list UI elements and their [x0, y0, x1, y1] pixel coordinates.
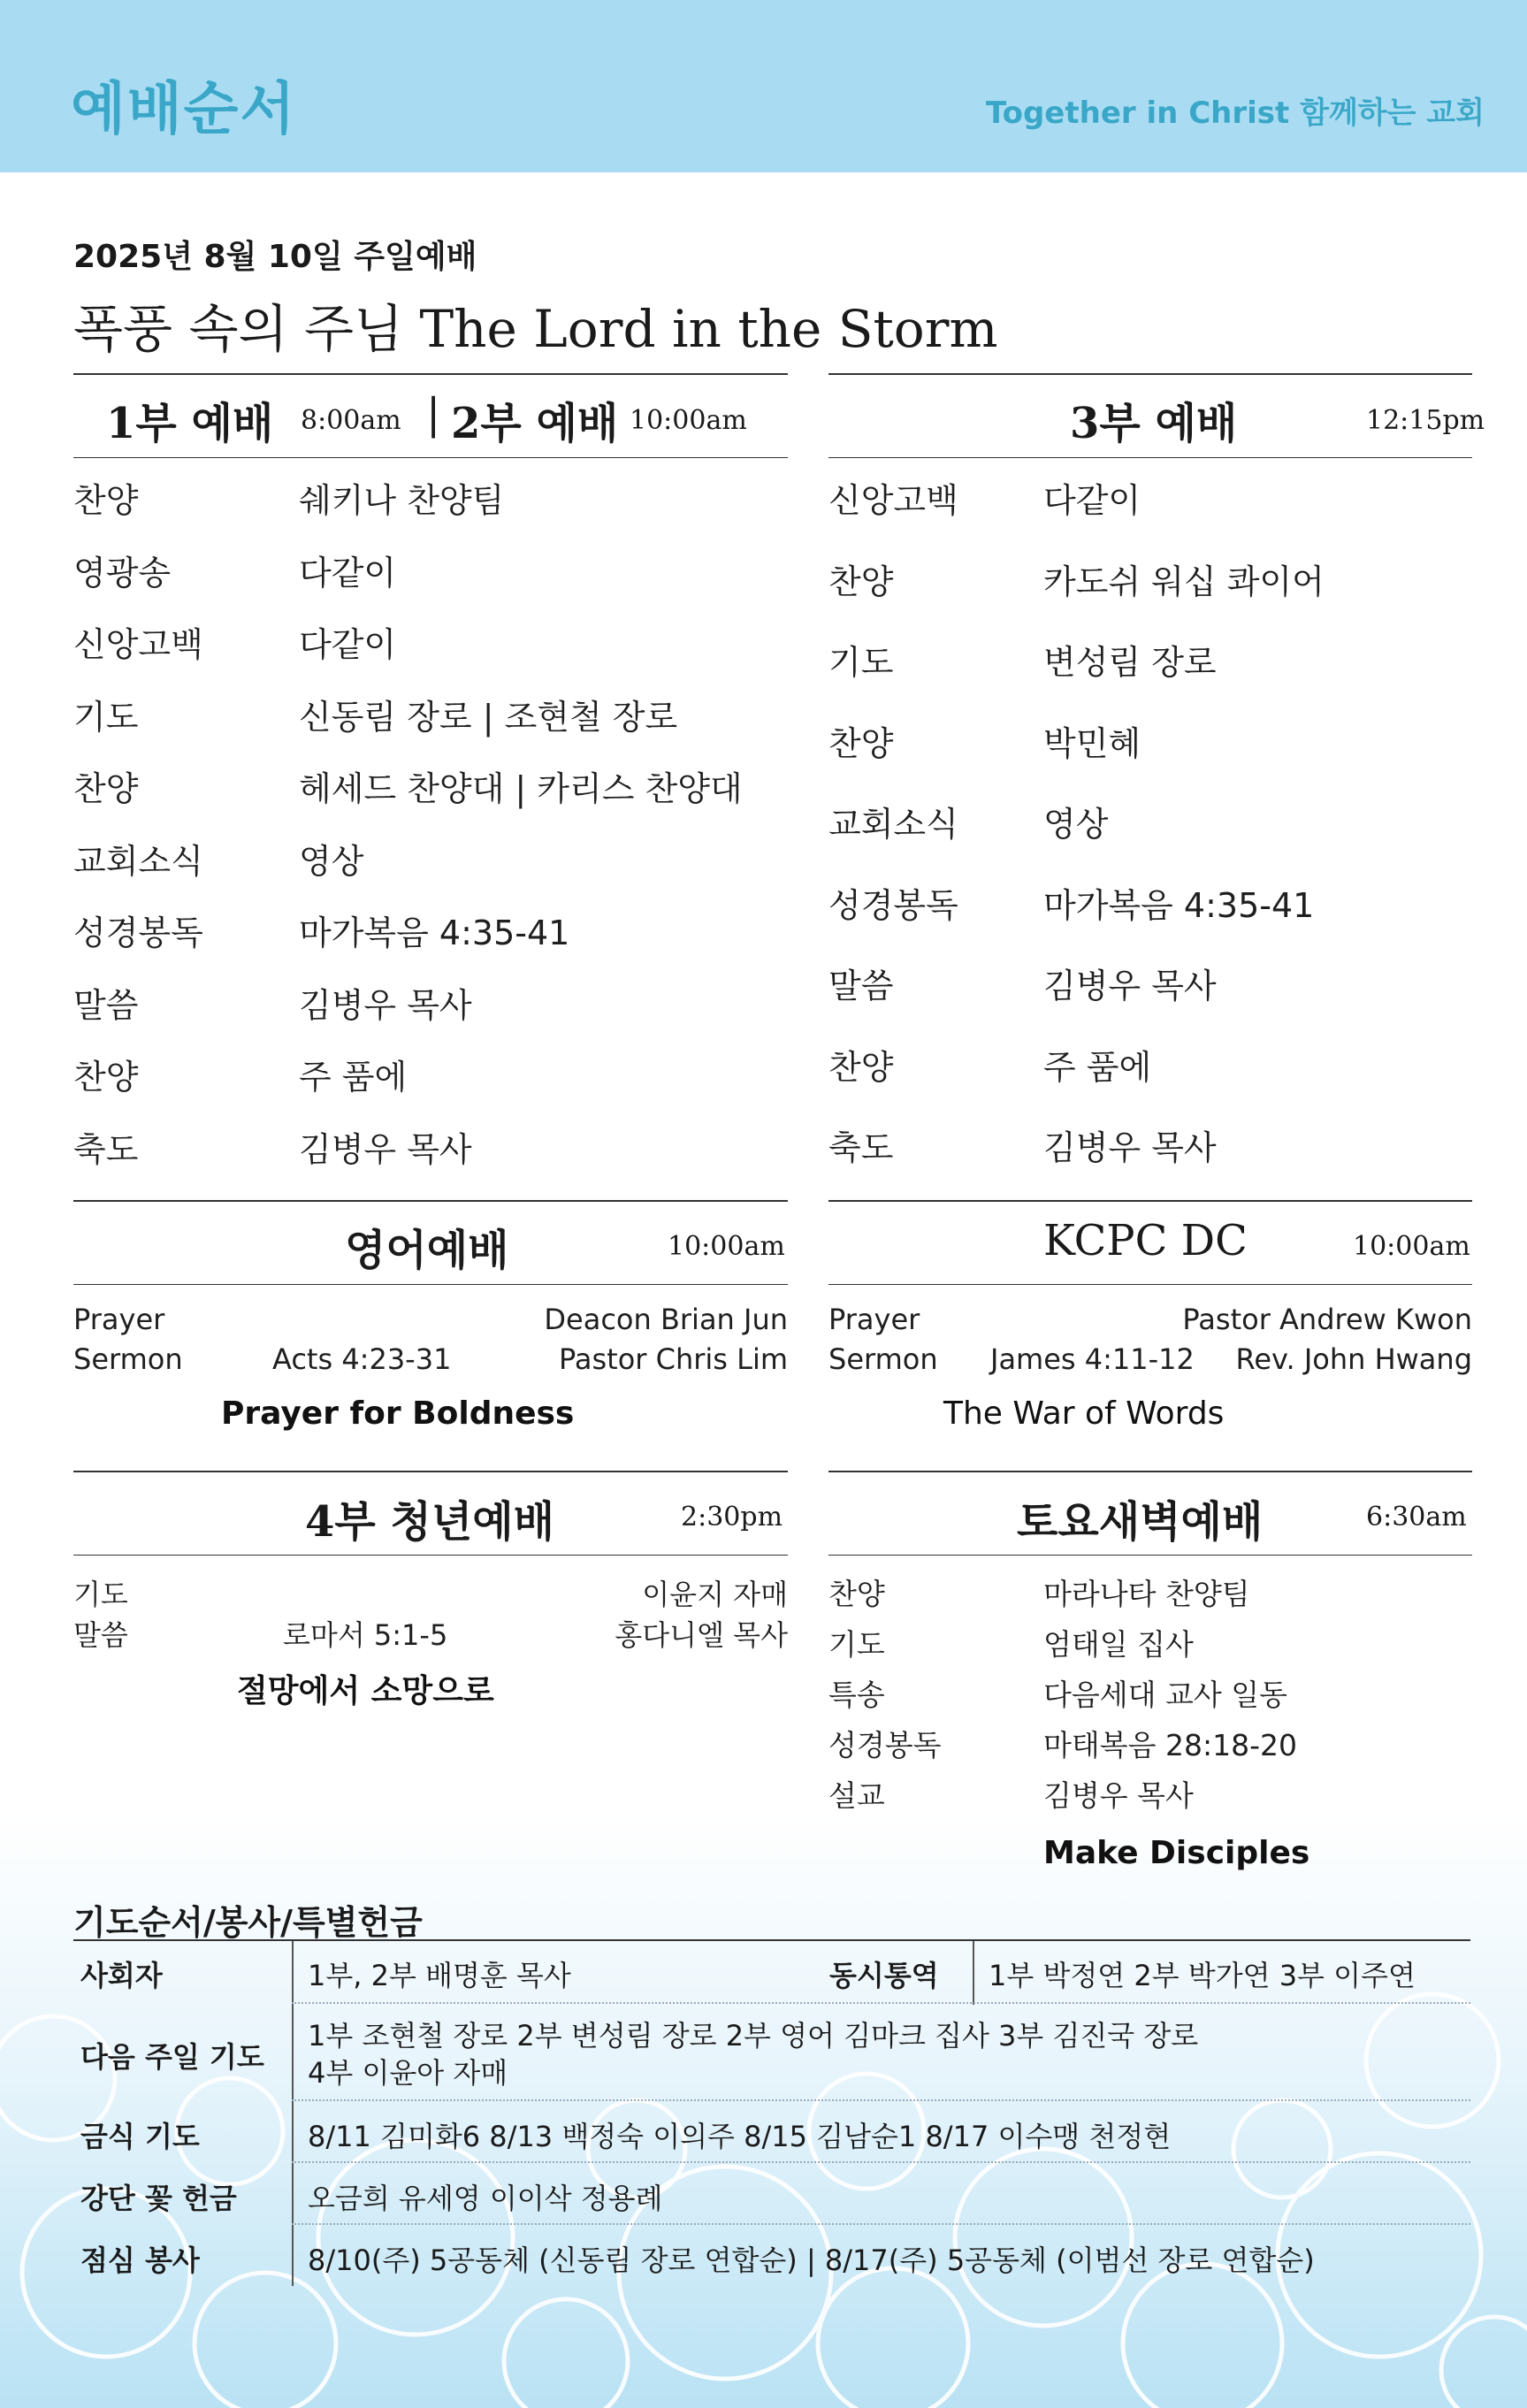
order-item-label: 찬양 — [73, 481, 139, 520]
order-item-value: 김병우 목사 — [299, 1129, 472, 1169]
divider — [828, 1471, 1472, 1472]
table-row — [73, 2003, 1470, 2100]
heading-separator: | — [426, 389, 441, 439]
row-value: 오금희 유세영 이이삭 정용례 — [308, 2182, 663, 2215]
order-item-label: 기도 — [73, 697, 139, 737]
row-label: 점심 봉사 — [80, 2244, 200, 2277]
sermon-title: 폭풍 속의 주님 The Lord in the Storm — [73, 299, 998, 359]
order-item-value: 엄태일 집사 — [1043, 1627, 1194, 1662]
divider — [828, 457, 1472, 458]
kcpc-time: 10:00am — [1353, 1231, 1470, 1262]
order-item-value: 다음세대 교사 일동 — [1043, 1678, 1288, 1712]
youth-sermon-title: 절망에서 소망으로 — [237, 1673, 494, 1709]
table-row — [73, 2224, 1470, 2286]
order-item-value: 쉐키나 찬양팀 — [299, 481, 505, 520]
kcpc-heading: KCPC DC — [1043, 1216, 1248, 1265]
kcpc-prayer-value: Pastor Andrew Kwon — [1182, 1303, 1472, 1336]
youth-service-time: 2:30pm — [681, 1502, 783, 1533]
row-label: 사회자 — [80, 1959, 163, 1992]
youth-sermon-value: 홍다니엘 목사 — [615, 1618, 788, 1652]
order-item-label: 영광송 — [73, 553, 172, 592]
order-item-value: 카도쉬 워십 콰이어 — [1043, 562, 1325, 601]
service1-heading: 1부 예배 — [106, 399, 274, 448]
order-item-label: 찬양 — [73, 769, 139, 808]
youth-prayer-label: 기도 — [73, 1578, 128, 1611]
order-item-label: 특송 — [828, 1678, 885, 1712]
row-value: 8/10(주) 5공동체 (신동림 장로 연합순) | 8/17(주) 5공동체 (이범선 장로 연합순) — [308, 2244, 1315, 2277]
saturday-service-time: 6:30am — [1366, 1502, 1467, 1533]
order-item-value: 변성림 장로 — [1043, 643, 1217, 682]
order-item-value: 주 품에 — [299, 1058, 408, 1097]
order-item-label: 기도 — [828, 643, 894, 682]
order-item-label: 찬양 — [828, 723, 894, 763]
duties-section-title: 기도순서/봉사/특별헌금 — [73, 1903, 423, 1942]
youth-service-heading: 4부 청년예배 — [305, 1497, 554, 1547]
order-item-value: 주 품에 — [1043, 1047, 1152, 1087]
divider — [73, 1471, 788, 1472]
order-item-value: 다같이 — [1043, 481, 1141, 520]
divider — [73, 373, 788, 375]
order-item-label: 기도 — [828, 1627, 885, 1662]
kcpc-prayer-label: Prayer — [828, 1303, 920, 1336]
order-item-value: 헤세드 찬양대 | 카리스 찬양대 — [299, 769, 743, 808]
row-value: 1부 조현철 장로 2부 변성림 장로 2부 영어 김마크 집사 3부 김진국 장로 — [308, 2019, 1199, 2053]
saturday-sermon-title: Make Disciples — [1043, 1835, 1310, 1871]
row-value: 1부, 2부 배명훈 목사 — [308, 1959, 571, 1992]
order-item-value: 마가복음 4:35-41 — [299, 914, 570, 952]
service3-time: 12:15pm — [1366, 405, 1485, 436]
english-service-time: 10:00am — [668, 1231, 785, 1262]
divider — [828, 1200, 1472, 1202]
order-item-value: 김병우 목사 — [1043, 1778, 1194, 1813]
service2-time: 10:00am — [630, 405, 747, 436]
order-item-label: 성경봉독 — [828, 1728, 942, 1762]
order-item-label: 신앙고백 — [73, 625, 203, 664]
saturday-service-heading: 토요새벽예배 — [1017, 1497, 1264, 1547]
order-item-value: 박민혜 — [1043, 723, 1141, 763]
english-sermon-value: Pastor Chris Lim — [559, 1342, 788, 1376]
order-item-value: 영상 — [299, 841, 364, 881]
header-band — [0, 0, 1527, 172]
english-sermon-label: Sermon — [73, 1342, 183, 1376]
divider — [828, 1555, 1472, 1556]
kcpc-sermon-title: The War of Words — [943, 1395, 1225, 1432]
kcpc-sermon-value: Rev. John Hwang — [1235, 1342, 1472, 1376]
service2-heading: 2부 예배 — [451, 399, 619, 448]
order-item-value: 마태복음 28:18-20 — [1043, 1728, 1298, 1762]
table-row — [73, 2100, 1470, 2162]
order-item-label: 찬양 — [73, 1058, 139, 1097]
order-item-value: 다같이 — [299, 625, 397, 664]
divider — [73, 1555, 788, 1556]
row-label: 강단 꽃 헌금 — [80, 2182, 237, 2215]
row-label: 금식 기도 — [80, 2120, 200, 2153]
order-item-label: 성경봉독 — [828, 885, 958, 925]
english-sermon-ref: Acts 4:23-31 — [272, 1342, 452, 1376]
order-item-label: 찬양 — [828, 1577, 885, 1611]
order-item-value: 마가복음 4:35-41 — [1043, 885, 1315, 925]
order-item-value: 다같이 — [299, 553, 397, 592]
divider — [73, 457, 788, 458]
row-value: 8/11 김미화6 8/13 백정숙 이의주 8/15 김남순1 8/17 이수맹 천정현 — [308, 2120, 1172, 2153]
row-value: 1부 박정연 2부 박가연 3부 이주연 — [989, 1959, 1416, 1992]
order-item-label: 신앙고백 — [828, 481, 958, 520]
order-item-value: 김병우 목사 — [1043, 1128, 1217, 1167]
order-item-label: 설교 — [828, 1778, 885, 1813]
english-service-heading: 영어예배 — [345, 1226, 509, 1275]
order-item-label: 축도 — [828, 1128, 894, 1167]
youth-sermon-ref: 로마서 5:1-5 — [283, 1618, 448, 1652]
divider — [828, 373, 1472, 375]
divider — [73, 1200, 788, 1202]
order-item-label: 축도 — [73, 1129, 139, 1169]
order-item-value: 신동림 장로 | 조현철 장로 — [299, 697, 678, 737]
header-tagline: Together in Christ 함께하는 교회 — [985, 96, 1485, 131]
kcpc-sermon-label: Sermon — [828, 1342, 938, 1376]
english-prayer-label: Prayer — [73, 1303, 165, 1336]
order-item-value: 영상 — [1043, 805, 1109, 844]
order-item-label: 교회소식 — [73, 841, 203, 881]
row-value-line2: 4부 이윤아 자매 — [308, 2056, 508, 2090]
row-label: 다음 주일 기도 — [80, 2040, 264, 2074]
page-title: 예배순서 — [71, 77, 297, 142]
divider — [828, 1284, 1472, 1285]
order-item-value: 김병우 목사 — [299, 985, 472, 1025]
table-row — [73, 2162, 1470, 2224]
order-item-label: 찬양 — [828, 1047, 894, 1087]
order-item-label: 말씀 — [828, 967, 894, 1005]
order-item-value: 김병우 목사 — [1043, 967, 1217, 1005]
order-item-label: 교회소식 — [828, 805, 958, 844]
service3-heading: 3부 예배 — [1070, 399, 1238, 448]
youth-sermon-label: 말씀 — [73, 1618, 128, 1652]
order-item-value: 마라나타 찬양팀 — [1043, 1577, 1250, 1611]
english-prayer-value: Deacon Brian Jun — [544, 1303, 788, 1336]
english-sermon-title: Prayer for Boldness — [221, 1395, 575, 1432]
service-date: 2025년 8월 10일 주일예배 — [73, 239, 477, 275]
table-row — [73, 1939, 1470, 2003]
youth-prayer-value: 이윤지 자매 — [642, 1578, 788, 1611]
row-label: 동시통역 — [829, 1959, 939, 1992]
order-item-label: 성경봉독 — [73, 914, 203, 952]
order-item-label: 찬양 — [828, 562, 894, 601]
order-item-label: 말씀 — [73, 985, 139, 1025]
service1-time: 8:00am — [301, 405, 401, 436]
kcpc-sermon-ref: James 4:11-12 — [990, 1342, 1195, 1376]
divider — [73, 1284, 788, 1285]
